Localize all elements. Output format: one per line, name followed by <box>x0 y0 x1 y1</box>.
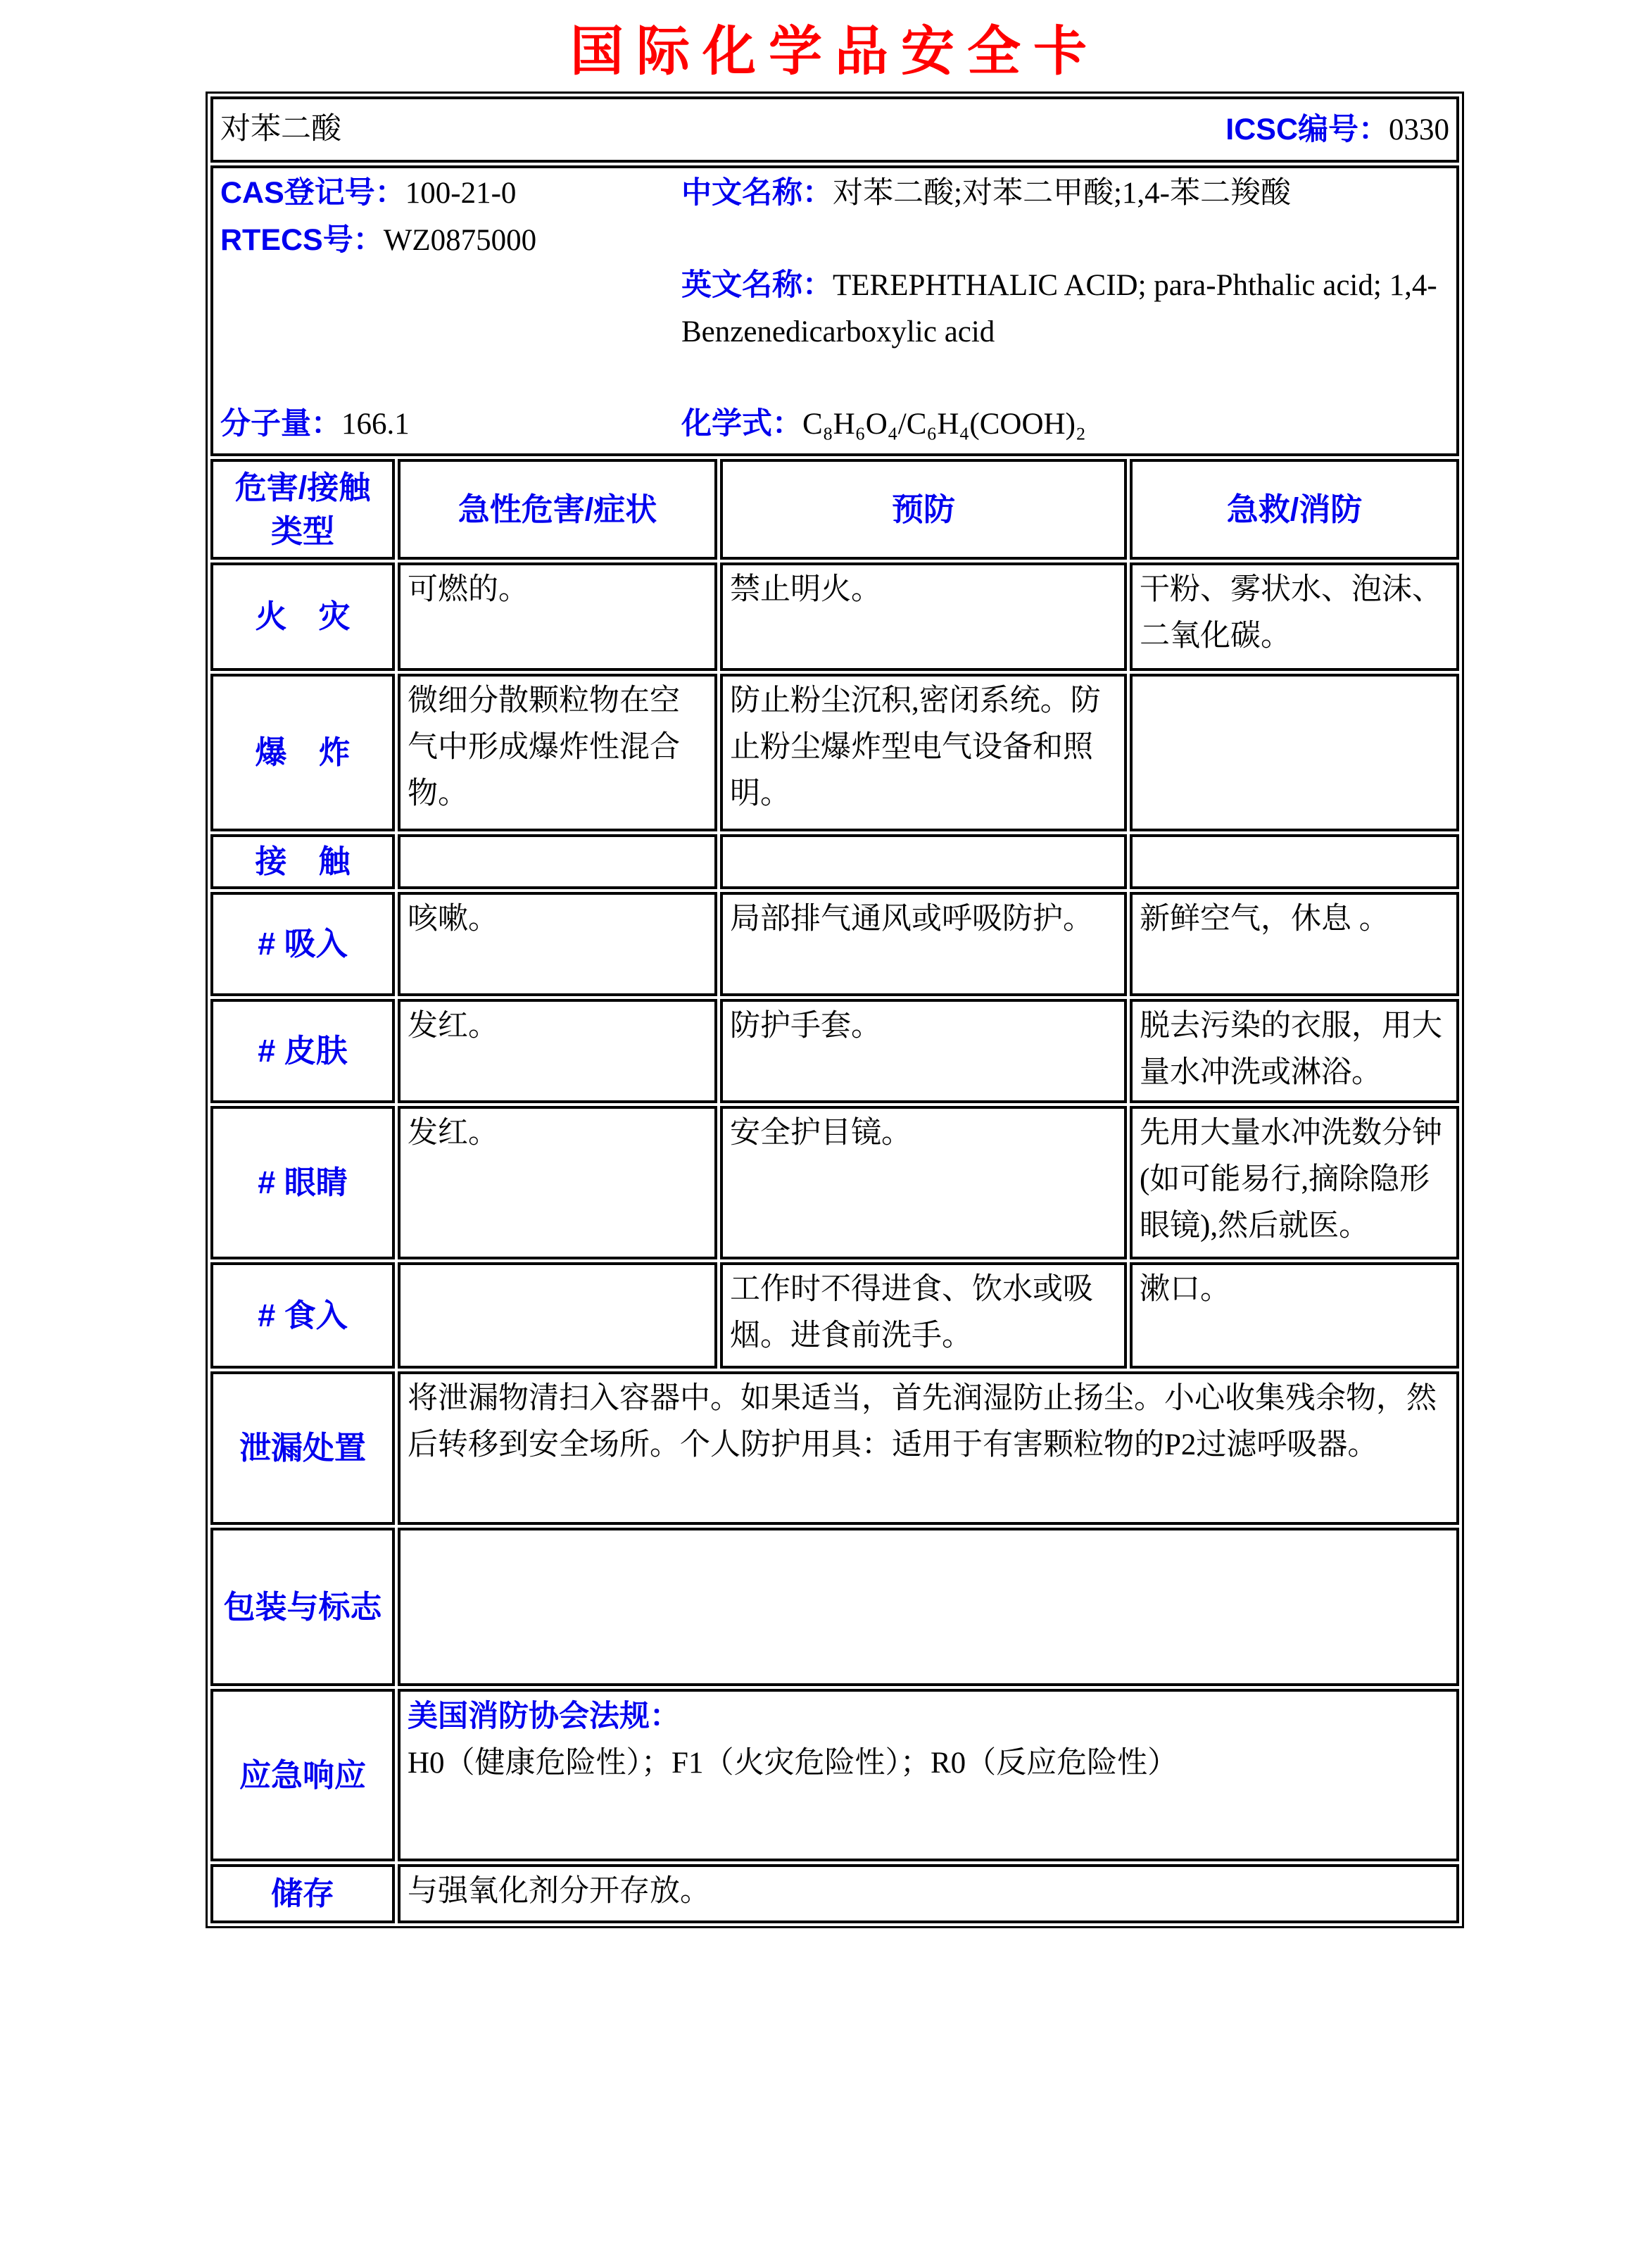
header-acute-symptoms: 急性危害/症状 <box>398 459 717 560</box>
fire-firstaid-cell: 干粉、雾状水、泡沫、二氧化碳。 <box>1130 562 1459 671</box>
ingestion-firstaid-cell: 漱口。 <box>1130 1262 1459 1369</box>
contact-row <box>210 834 1459 889</box>
emergency-response-content-cell <box>398 1689 1459 1861</box>
header-firstaid-firefighting: 急救/消防 <box>1130 459 1459 560</box>
icsc-number-value: 0330 <box>1389 113 1449 146</box>
formula-value: C₈H₆O₄/C₆H₄(COOH)₂ <box>802 408 1086 441</box>
ingestion-row-label: # 食入 <box>210 1262 395 1369</box>
substance-header-row <box>210 96 1459 163</box>
formula-label: 化学式： <box>681 407 802 441</box>
molecular-weight-label: 分子量： <box>220 407 341 441</box>
identity-cell <box>210 165 1459 456</box>
identity-right-column <box>681 170 1449 448</box>
spillage-content-cell: 将泄漏物清扫入容器中。如果适当，首先润湿防止扬尘。小心收集残余物，然后转移到安全场所。个人防护用具：适用于有害颗粒物的P2过滤呼吸器。 <box>398 1371 1459 1525</box>
substance-name: 对苯二酸 <box>220 113 341 146</box>
contact-row-label: 接 触 <box>210 834 395 889</box>
icsc-table <box>206 92 1464 1928</box>
explosion-symptoms-cell: 微细分散颗粒物在空气中形成爆炸性混合物。 <box>398 674 717 831</box>
emergency-response-row <box>210 1689 1459 1861</box>
cas-number-line <box>220 170 681 217</box>
skin-row <box>210 999 1459 1103</box>
explosion-row <box>210 674 1459 831</box>
header-hazard-type: 危害/接触类型 <box>210 459 395 560</box>
explosion-firstaid-cell <box>1130 674 1459 831</box>
eyes-row <box>210 1106 1459 1259</box>
icsc-number <box>1225 106 1449 153</box>
chinese-name-value: 对苯二酸;对苯二甲酸;1,4-苯二羧酸 <box>833 177 1291 210</box>
english-name-label: 英文名称： <box>681 268 833 302</box>
english-name-line <box>681 262 1449 356</box>
fire-row <box>210 562 1459 671</box>
eyes-row-label: # 眼睛 <box>210 1106 395 1259</box>
identity-left-column <box>220 170 681 448</box>
storage-row <box>210 1864 1459 1923</box>
icsc-number-label: ICSC编号： <box>1225 112 1389 146</box>
fire-symptoms-cell: 可燃的。 <box>398 562 717 671</box>
ingestion-symptoms-cell <box>398 1262 717 1369</box>
molecular-weight-value: 166.1 <box>341 408 410 441</box>
explosion-prevention-cell: 防止粉尘沉积,密闭系统。防止粉尘爆炸型电气设备和照明。 <box>720 674 1127 831</box>
cas-value: 100-21-0 <box>405 177 517 210</box>
substance-header-cell <box>210 96 1459 163</box>
cas-label: CAS登记号： <box>220 176 405 210</box>
inhalation-firstaid-cell: 新鲜空气，休息 。 <box>1130 892 1459 996</box>
page-title: 国际化学品安全卡 <box>570 22 1099 82</box>
hazard-table-header-row <box>210 459 1459 560</box>
rtecs-value: WZ0875000 <box>383 224 537 257</box>
contact-symptoms-cell <box>398 834 717 889</box>
chinese-name-label: 中文名称： <box>681 176 833 210</box>
storage-row-label: 储存 <box>210 1864 395 1923</box>
english-name-value: TEREPHTHALIC ACID; para-Phthalic acid; 1,4-Benzenedicarboxylic acid <box>681 269 1437 348</box>
explosion-row-label: 爆 炸 <box>210 674 395 831</box>
fire-prevention-cell: 禁止明火。 <box>720 562 1127 671</box>
packaging-labelling-content-cell <box>398 1528 1459 1686</box>
rtecs-number-line <box>220 217 681 264</box>
registry-numbers <box>220 170 681 264</box>
eyes-prevention-cell: 安全护目镜。 <box>720 1106 1127 1259</box>
fire-row-label: 火 灾 <box>210 562 395 671</box>
packaging-labelling-row-label: 包装与标志 <box>210 1528 395 1686</box>
spillage-row-label: 泄漏处置 <box>210 1371 395 1525</box>
identity-row <box>210 165 1459 456</box>
ingestion-row <box>210 1262 1459 1369</box>
icsc-card-page <box>0 13 1652 1928</box>
nfpa-code-value: H0（健康危险性）；F1（火灾危险性）；R0（反应危险性） <box>408 1747 1178 1780</box>
chinese-name-line <box>681 170 1449 217</box>
contact-firstaid-cell <box>1130 834 1459 889</box>
spillage-row <box>210 1371 1459 1525</box>
skin-prevention-cell: 防护手套。 <box>720 999 1127 1103</box>
skin-symptoms-cell: 发红。 <box>398 999 717 1103</box>
eyes-firstaid-cell: 先用大量水冲洗数分钟(如可能易行,摘除隐形眼镜),然后就医。 <box>1130 1106 1459 1259</box>
packaging-labelling-row <box>210 1528 1459 1686</box>
nfpa-code-label: 美国消防协会法规： <box>408 1699 680 1733</box>
formula-line <box>681 401 1449 448</box>
molecular-weight-line <box>220 401 681 448</box>
inhalation-row-label: # 吸入 <box>210 892 395 996</box>
eyes-symptoms-cell: 发红。 <box>398 1106 717 1259</box>
storage-content-cell: 与强氧化剂分开存放。 <box>398 1864 1459 1923</box>
inhalation-symptoms-cell: 咳嗽。 <box>398 892 717 996</box>
inhalation-prevention-cell: 局部排气通风或呼吸防护。 <box>720 892 1127 996</box>
header-prevention: 预防 <box>720 459 1127 560</box>
inhalation-row <box>210 892 1459 996</box>
contact-prevention-cell <box>720 834 1127 889</box>
skin-firstaid-cell: 脱去污染的衣服，用大量水冲洗或淋浴。 <box>1130 999 1459 1103</box>
rtecs-label: RTECS号： <box>220 223 384 257</box>
skin-row-label: # 皮肤 <box>210 999 395 1103</box>
ingestion-prevention-cell: 工作时不得进食、饮水或吸烟。进食前洗手。 <box>720 1262 1127 1369</box>
emergency-response-row-label: 应急响应 <box>210 1689 395 1861</box>
